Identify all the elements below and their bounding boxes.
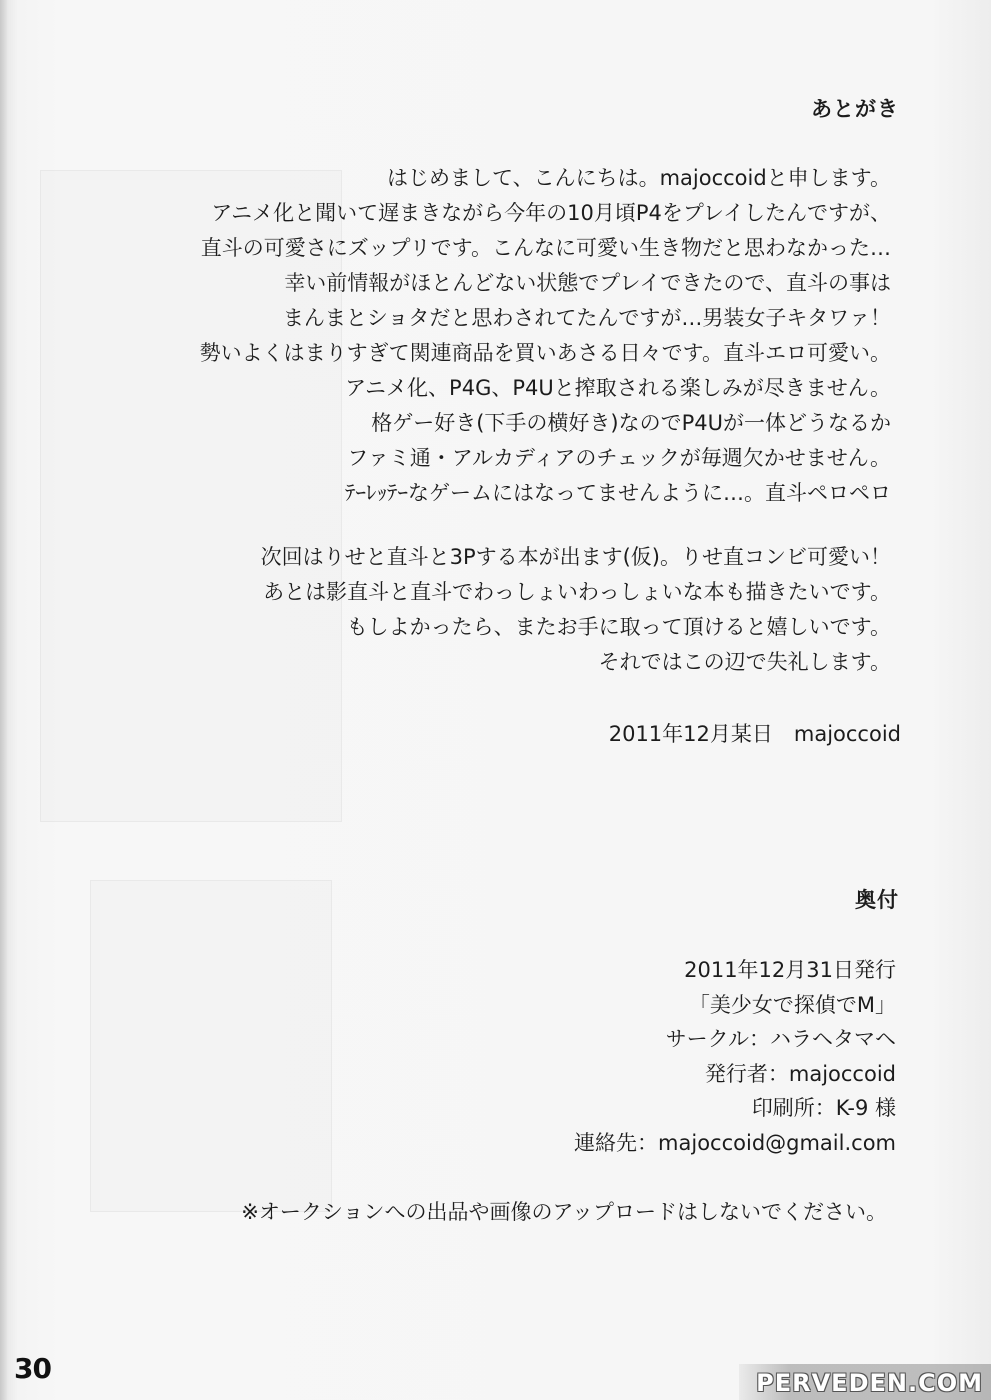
- text-line: アニメ化と聞いて遅まきながら今年の10月頃P4をプレイしたんですが、: [211, 201, 891, 225]
- book-title: 「美少女で探偵でM」: [688, 992, 896, 1017]
- afterword-paragraph-1: [11, 161, 891, 511]
- text-line: 直斗の可愛さにズップリです。こんなに可愛い生き物だと思わなかった…: [200, 236, 891, 260]
- text-line: もしよかったら、またお手に取って頂けると嬉しいです。: [346, 615, 891, 639]
- text-line: あとは影直斗と直斗でわっしょいわっしょいな本も描きたいです。: [263, 580, 891, 604]
- publisher: 発行者：majoccoid: [704, 1061, 896, 1086]
- text-line: 勢いよくはまりすぎて関連商品を買いあさる日々です。直斗エロ可愛い。: [199, 341, 891, 365]
- show-through-bleed: [90, 880, 332, 1212]
- colophon-details: [574, 953, 896, 1160]
- afterword-paragraph-2: [11, 540, 891, 680]
- text-line: ﾃｰﾚｯﾃｰなゲームにはなってませんように…。直斗ペロペロ: [345, 481, 891, 505]
- text-line: アニメ化、P4G、P4Uと搾取される楽しみが尽きません。: [345, 376, 891, 400]
- afterword-signature: 2011年12月某日 majoccoid: [608, 722, 901, 746]
- text-line: はじめまして、こんにちは。majoccoidと申します。: [386, 166, 891, 190]
- text-line: ファミ通・アルカディアのチェックが毎週欠かせません。: [347, 446, 891, 470]
- colophon-heading: 奥付: [855, 888, 899, 912]
- text-line: 次回はりせと直斗と3Pする本が出ます(仮)。りせ直コンビ可愛い！: [260, 545, 891, 569]
- circle-name: サークル：ハラヘタマヘ: [665, 1027, 896, 1051]
- text-line: まんまとショタだと思わされてたんですが…男装女子キタワァ！: [282, 306, 891, 330]
- text-line: 格ゲー好き(下手の横好き)なのでP4Uが一体どうなるか: [371, 411, 891, 435]
- afterword-heading: あとがき: [811, 97, 899, 121]
- printer: 印刷所：K-9 様: [751, 1096, 896, 1120]
- page-number: 30: [14, 1352, 51, 1385]
- upload-notice: ※オークションへの出品や画像のアップロードはしないでください。: [241, 1200, 887, 1224]
- text-line: それではこの辺で失礼します。: [598, 650, 891, 674]
- scan-shadow-edge: [0, 0, 8, 1400]
- text-line: 幸い前情報がほとんどない状態でプレイできたので、直斗の事は: [284, 271, 891, 295]
- publication-date: 2011年12月31日発行: [684, 958, 896, 982]
- site-watermark: [739, 1364, 991, 1400]
- contact: 連絡先：majoccoid@gmail.com: [574, 1130, 896, 1155]
- watermark-logo: PERVEDEN.COM: [756, 1369, 983, 1397]
